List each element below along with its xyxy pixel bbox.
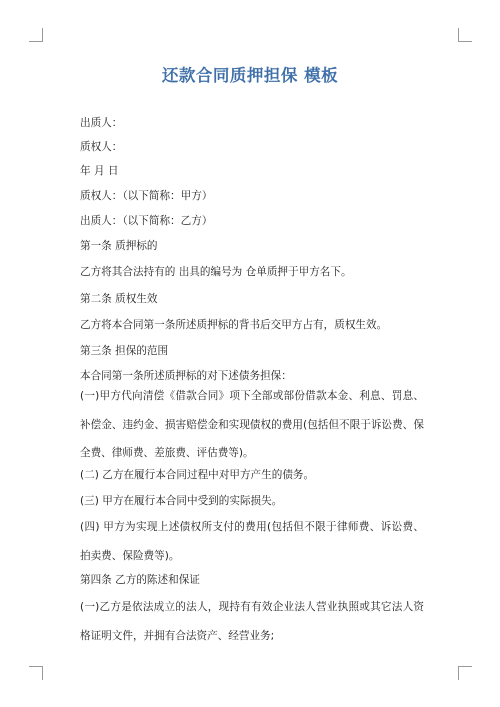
article-4-heading: 第四条 乙方的陈述和保证: [80, 574, 200, 586]
article-3-item-1: (一)甲方代向清偿《借款合同》项下全部或部份借款本金、利息、罚息、补偿金、违约金、损害赔偿金和实现债权的费用(包括但不限于诉讼费、保全费、律师费、差旅费、评估费等)。: [80, 390, 424, 459]
article-3-heading: 第三条 担保的范围: [80, 345, 169, 357]
document-title: 还款合同质押担保 模板: [161, 66, 339, 85]
crop-mark-top-left: [29, 28, 43, 42]
article-2-heading: 第二条 质权生效: [80, 293, 158, 305]
article-3-item-4: (四) 甲方为实现上述债权所支付的费用(包括但不限于律师费、诉讼费、拍卖费、保险费等)。: [80, 521, 424, 562]
article-3-intro: 本合同第一条所述质押标的对下述债务担保：: [80, 370, 292, 382]
article-3-item-2: (二) 乙方在履行本合同过程中对甲方产生的债务。: [80, 469, 315, 481]
crop-mark-top-right: [458, 28, 472, 42]
pledgor-line: 出质人：: [80, 117, 123, 129]
crop-mark-bottom-right: [458, 666, 472, 680]
pledgor-party-b-line: 出质人：（以下简称：乙方）: [80, 215, 213, 227]
article-2-text: 乙方将本合同第一条所述质押标的背书后交甲方占有，质权生效。: [80, 319, 388, 331]
article-1-text: 乙方将其合法持有的 出具的编号为 仓单质押于甲方名下。: [80, 266, 352, 278]
article-4-item-1: (一)乙方是依法成立的法人，现持有有效企业法人营业执照或其它法人资格证明文件，并拥有合法资产、经营业务;: [80, 601, 424, 642]
article-3-item-3: (三) 甲方在履行本合同中受到的实际损失。: [80, 495, 283, 507]
date-line: 年 月 日: [80, 165, 119, 177]
article-1-heading: 第一条 质押标的: [80, 240, 158, 252]
crop-mark-bottom-left: [29, 666, 43, 680]
pledgee-party-a-line: 质权人：（以下简称：甲方）: [80, 190, 213, 202]
pledgee-line: 质权人：: [80, 141, 123, 153]
